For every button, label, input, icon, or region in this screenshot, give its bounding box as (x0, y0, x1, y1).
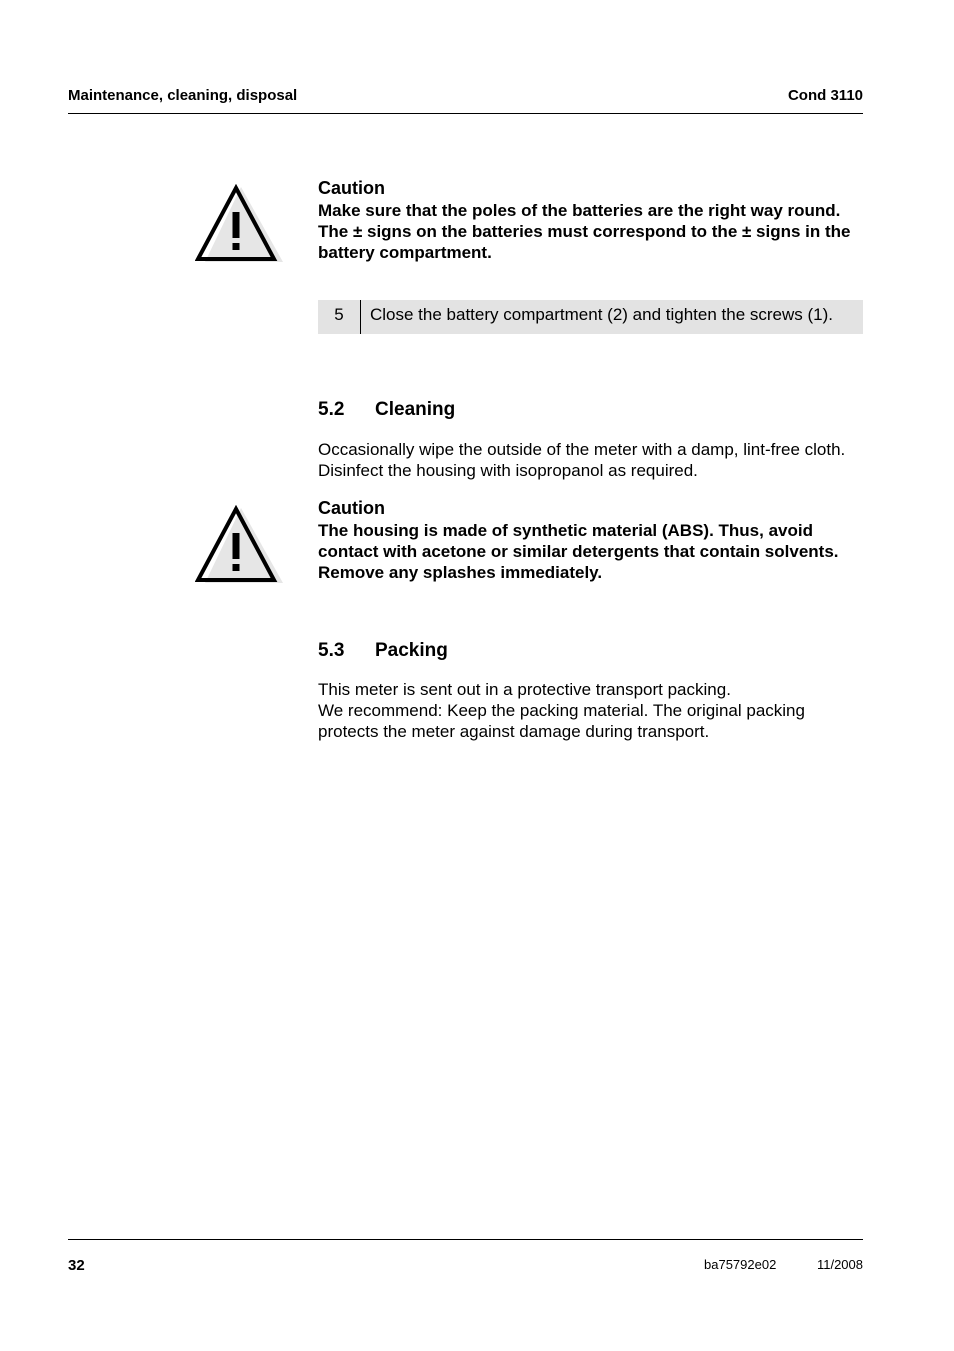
step-number: 5 (318, 300, 361, 334)
cleaning-line-1: Occasionally wipe the outside of the meter with a damp, lint-free cloth. (318, 440, 846, 459)
caution-1-line-2: The ± signs on the batteries must correspond to the ± signs in the (318, 222, 851, 241)
packing-line-3: protects the meter against damage during transport. (318, 722, 710, 741)
caution-1-line-3: battery compartment. (318, 243, 492, 262)
section-title: Cleaning (375, 399, 456, 420)
running-header-product: Cond 3110 (787, 87, 863, 104)
section-heading-cleaning (318, 398, 455, 422)
caution-2-line-1: The housing is made of synthetic material (ABS). Thus, avoid (318, 521, 813, 540)
warning-triangle-icon (195, 184, 285, 264)
section-title: Packing (375, 640, 448, 661)
section-heading-packing (318, 639, 448, 663)
section-number: 5.3 (318, 640, 345, 661)
caution-2-line-2: contact with acetone or similar detergents that contain solvents. (318, 542, 839, 561)
caution-1-line-1: Make sure that the poles of the batteries are the right way round. (318, 201, 841, 220)
document-date: 11/2008 (816, 1257, 863, 1272)
packing-line-1: This meter is sent out in a protective transport packing. (318, 680, 731, 699)
procedure-step-row (318, 300, 863, 334)
caution-2-line-3: Remove any splashes immediately. (318, 563, 603, 582)
header-divider (68, 113, 863, 114)
warning-triangle-icon (195, 505, 285, 585)
caution-title-2: Caution (318, 498, 385, 518)
packing-line-2: We recommend: Keep the packing material. The original packing (318, 701, 805, 720)
caution-title-1: Caution (318, 178, 385, 198)
cleaning-line-2: Disinfect the housing with isopropanol as required. (318, 461, 698, 480)
caution-text-1 (318, 200, 878, 263)
running-header-section: Maintenance, cleaning, disposal (68, 87, 298, 104)
footer-divider (68, 1239, 863, 1240)
page-number: 32 (68, 1257, 85, 1274)
caution-text-2 (318, 520, 878, 583)
step-text: Close the battery compartment (2) and tighten the screws (1). (370, 305, 833, 324)
section-number: 5.2 (318, 399, 345, 420)
document-id: ba75792e02 (704, 1257, 777, 1272)
packing-body (318, 679, 878, 742)
cleaning-body (318, 439, 878, 481)
